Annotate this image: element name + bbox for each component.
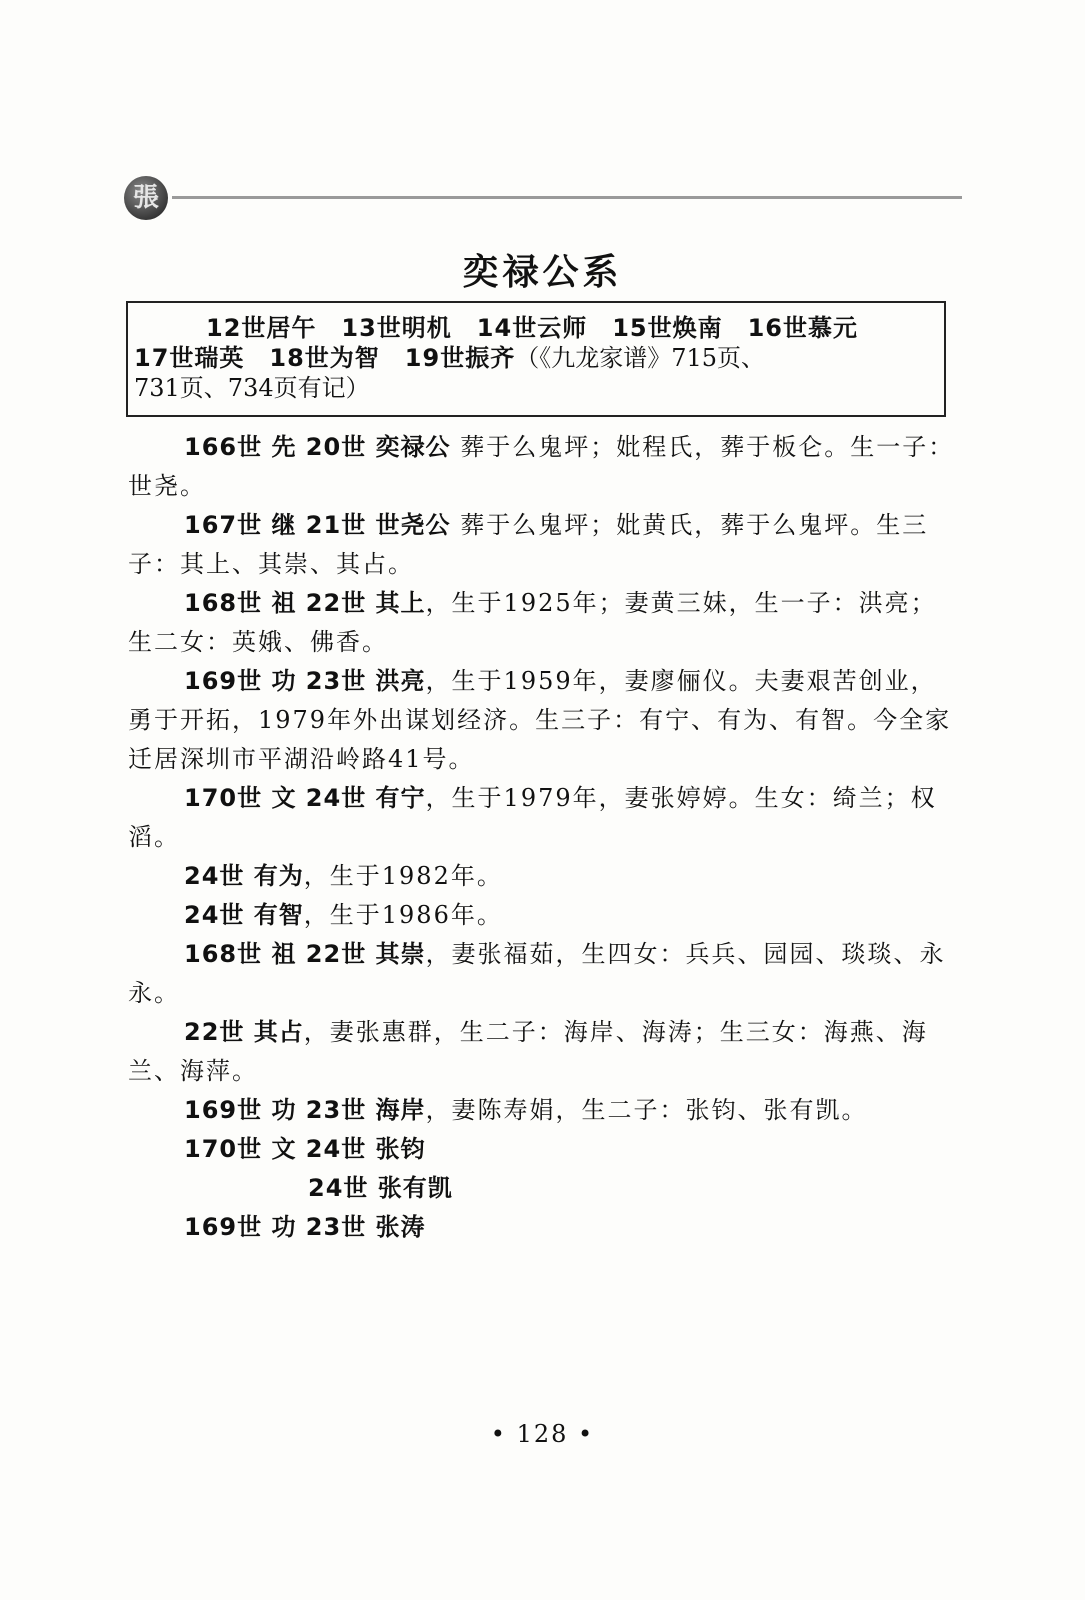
header-rule	[172, 196, 962, 199]
entry-heading: 169世 功 23世 张涛	[184, 1213, 426, 1241]
lineage-line-2-generations: 17世瑞英 18世为智 19世振齐	[134, 344, 516, 372]
entry-heading: 168世 祖 22世 其崇	[184, 940, 426, 968]
entry-heading: 22世 其占	[184, 1018, 304, 1046]
entry-heading: 24世 有智	[184, 901, 304, 929]
entry-paragraph	[128, 1208, 958, 1247]
entry-text: ，妻张惠群，生二子：海岸、海涛；生三女：海燕、海兰、海萍。	[128, 1018, 928, 1085]
entry-paragraph	[128, 1091, 958, 1130]
lineage-line-1: 12世居午 13世明机 14世云师 15世焕南 16世慕元	[206, 314, 858, 342]
entry-heading: 170世 文 24世 有宁	[184, 784, 426, 812]
entry-paragraph	[128, 584, 958, 662]
chapter-header	[120, 176, 960, 220]
entry-paragraph	[128, 896, 958, 935]
entry-paragraph	[128, 857, 958, 896]
entry-paragraph	[128, 1013, 958, 1091]
entry-paragraph	[128, 1130, 958, 1169]
entry-text: ，生于1979年，妻张婷婷。生女：绮兰；权滔。	[128, 784, 937, 851]
entry-text: ，妻陈寿娟，生二子：张钧、张有凯。	[425, 1096, 868, 1124]
entry-heading: 170世 文 24世 张钧	[184, 1135, 426, 1163]
entry-heading: 24世 有为	[184, 862, 304, 890]
lineage-line-3: 731页、734页有记）	[134, 374, 370, 402]
entry-heading: 166世 先 20世 奕禄公	[184, 433, 451, 461]
entry-text: 葬于么鬼坪；妣程氏，葬于板仑。生一子：世尧。	[128, 433, 955, 500]
entry-paragraph	[128, 428, 958, 506]
genealogy-body	[128, 428, 958, 1247]
entry-heading: 168世 祖 22世 其上	[184, 589, 426, 617]
family-seal-icon: 張	[124, 176, 168, 220]
entry-heading: 169世 功 23世 海岸	[184, 1096, 426, 1124]
entry-text: ，生于1982年。	[303, 862, 503, 890]
entry-text: ，妻张福茹，生四女：兵兵、园园、琰琰、永永。	[128, 940, 946, 1007]
entry-heading: 24世 张有凯	[308, 1174, 453, 1202]
lineage-line-2	[134, 343, 940, 373]
lineage-line-2-note: （《九龙家谱》715页、	[515, 344, 766, 372]
page-title: 奕禄公系	[462, 252, 623, 293]
entry-heading: 167世 继 21世 世尧公	[184, 511, 451, 539]
entry-text: ，生于1925年；妻黄三妹，生一子：洪亮；生二女：英娥、佛香。	[128, 589, 937, 656]
lineage-box	[126, 301, 946, 417]
entry-heading: 169世 功 23世 洪亮	[184, 667, 426, 695]
entry-text: ，生于1986年。	[303, 901, 503, 929]
entry-paragraph	[128, 1169, 958, 1208]
entry-paragraph	[128, 935, 958, 1013]
entry-paragraph	[128, 662, 958, 779]
entry-paragraph	[128, 779, 958, 857]
entry-text: 葬于么鬼坪；妣黄氏，葬于么鬼坪。生三子：其上、其崇、其占。	[128, 511, 929, 578]
page-number: • 128 •	[490, 1420, 595, 1448]
entry-text: ，生于1959年，妻廖俪仪。夫妻艰苦创业，勇于开拓，1979年外出谋划经济。生三子：有宁、有为、有智。今全家迁居深圳市平湖沿岭路41号。	[128, 667, 952, 773]
entry-paragraph	[128, 506, 958, 584]
